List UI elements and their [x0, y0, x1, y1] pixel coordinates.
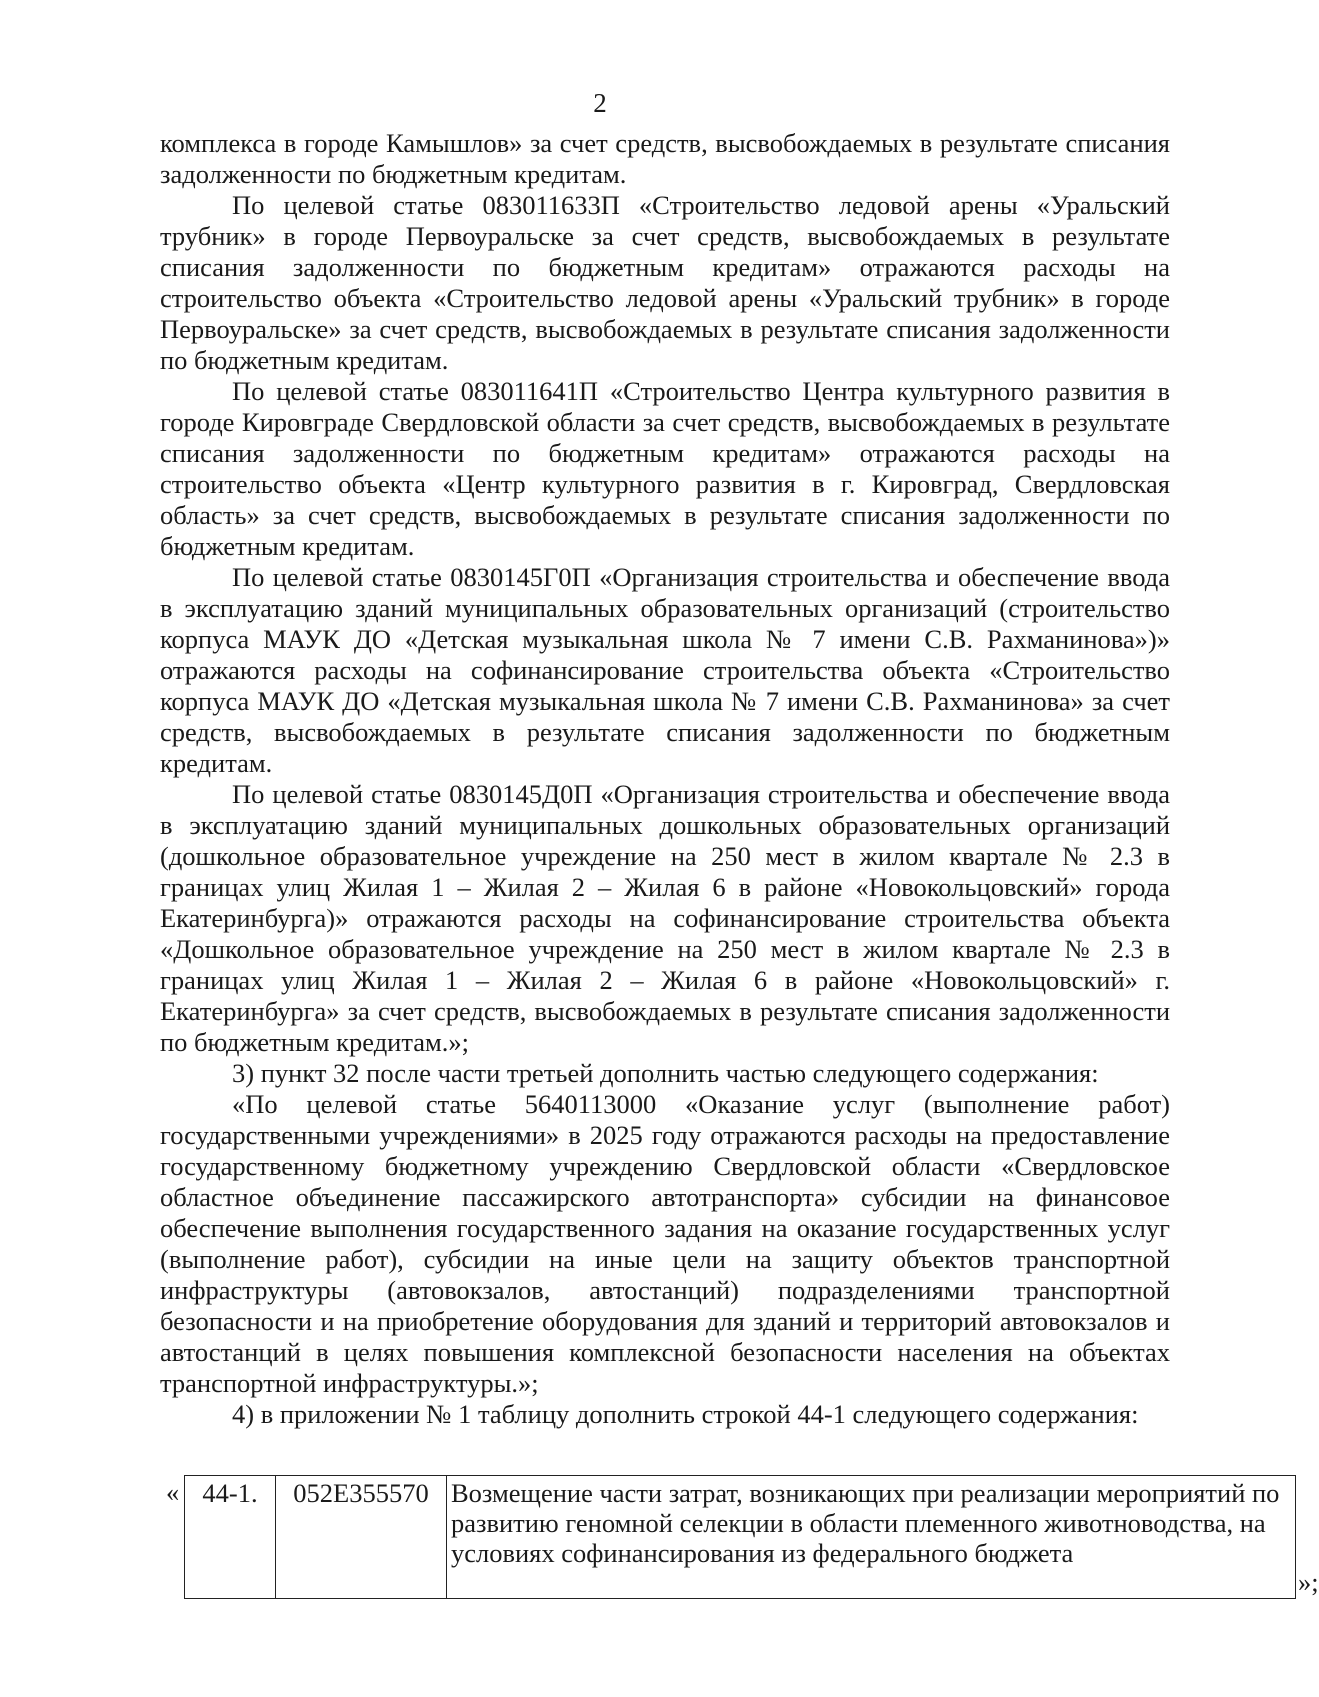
row-number-cell: 44-1.	[185, 1476, 276, 1599]
paragraph-item-3: 3) пункт 32 после части третьей дополнить частью следующего содержания:	[232, 1058, 1099, 1088]
addendum-table	[184, 1475, 1296, 1599]
paragraph-083011633P: По целевой статье 083011633П «Строительство ледовой арены «Уральский трубник» в городе Первоуральске за счет средств, высвобождаемых в результате списания задолженности по бюджетным кредитам» отражаются расходы на строительство объекта «Строительство ледовой арены «Уральский трубник» в городе Первоуральске» за счет средств, высвобождаемых в результате списания задолженности по бюджетным кредитам.	[160, 190, 1170, 375]
paragraph-5640113000: «По целевой статье 5640113000 «Оказание услуг (выполнение работ) государственными учреждениями» в 2025 году отражаются расходы на предоставление государственному бюджетному учреждению Свердловской области «Свердловское областное объединение пассажирского автотранспорта» субсидии на финансовое обеспечение выполнения государственного задания на оказание государственных услуг (выполнение работ), субсидии на иные цели на защиту объектов транспортной инфраструктуры (автовокзалов, автостанций) подразделениями транспортной безопасности и на приобретение оборудования для зданий и территорий автовокзалов и автостанций в целях повышения комплексной безопасности населения на объектах транспортной инфраструктуры.»;	[160, 1089, 1170, 1398]
table-open-quote: «	[166, 1477, 180, 1507]
table-row	[185, 1476, 1296, 1599]
addendum-table-block	[158, 1475, 1319, 1599]
table-close-mark: »;	[1298, 1567, 1319, 1597]
paragraph-item-4: 4) в приложении № 1 таблицу дополнить строкой 44-1 следующего содержания:	[232, 1399, 1139, 1429]
paragraph-083011641P: По целевой статье 083011641П «Строительство Центра культурного развития в городе Кировграде Свердловской области за счет средств, высвобождаемых в результате списания задолженности по бюджетным кредитам» отражаются расходы на строительство объекта «Центр культурного развития в г. Кировград, Свердловская область» за счет средств, высвобождаемых в результате списания задолженности по бюджетным кредитам.	[160, 376, 1170, 561]
paragraph-0830145D0P: По целевой статье 0830145Д0П «Организация строительства и обеспечение ввода в эксплуатацию зданий муниципальных дошкольных образовательных организаций (дошкольное образовательное учреждение на 250 мест в жилом квартале № 2.3 в границах улиц Жилая 1 – Жилая 2 – Жилая 6 в районе «Новокольцовский» города Екатеринбурга)» отражаются расходы на софинансирование строительства объекта «Дошкольное образовательное учреждение на 250 мест в жилом квартале № 2.3 в границах улиц Жилая 1 – Жилая 2 – Жилая 6 в районе «Новокольцовский» г. Екатеринбурга» за счет средств, высвобождаемых в результате списания задолженности по бюджетным кредитам.»;	[160, 779, 1170, 1057]
page-number: 2	[593, 88, 607, 118]
document-body	[160, 128, 1170, 1430]
paragraph-continuation: комплекса в городе Камышлов» за счет средств, высвобождаемых в результате списания задолженности по бюджетным кредитам.	[160, 128, 1170, 189]
row-code-cell: 052Е355570	[276, 1476, 447, 1599]
paragraph-0830145G0P: По целевой статье 0830145Г0П «Организация строительства и обеспечение ввода в эксплуатацию зданий муниципальных образовательных организаций (строительство корпуса МАУК ДО «Детская музыкальная школа № 7 имени С.В. Рахманинова»)» отражаются расходы на софинансирование строительства объекта «Строительство корпуса МАУК ДО «Детская музыкальная школа № 7 имени С.В. Рахманинова» за счет средств, высвобождаемых в результате списания задолженности по бюджетным кредитам.	[160, 562, 1170, 778]
row-description-cell: Возмещение части затрат, возникающих при реализации мероприятий по развитию геномной селекции в области племенного животноводства, на условиях софинансирования из федерального бюджета	[447, 1476, 1296, 1599]
